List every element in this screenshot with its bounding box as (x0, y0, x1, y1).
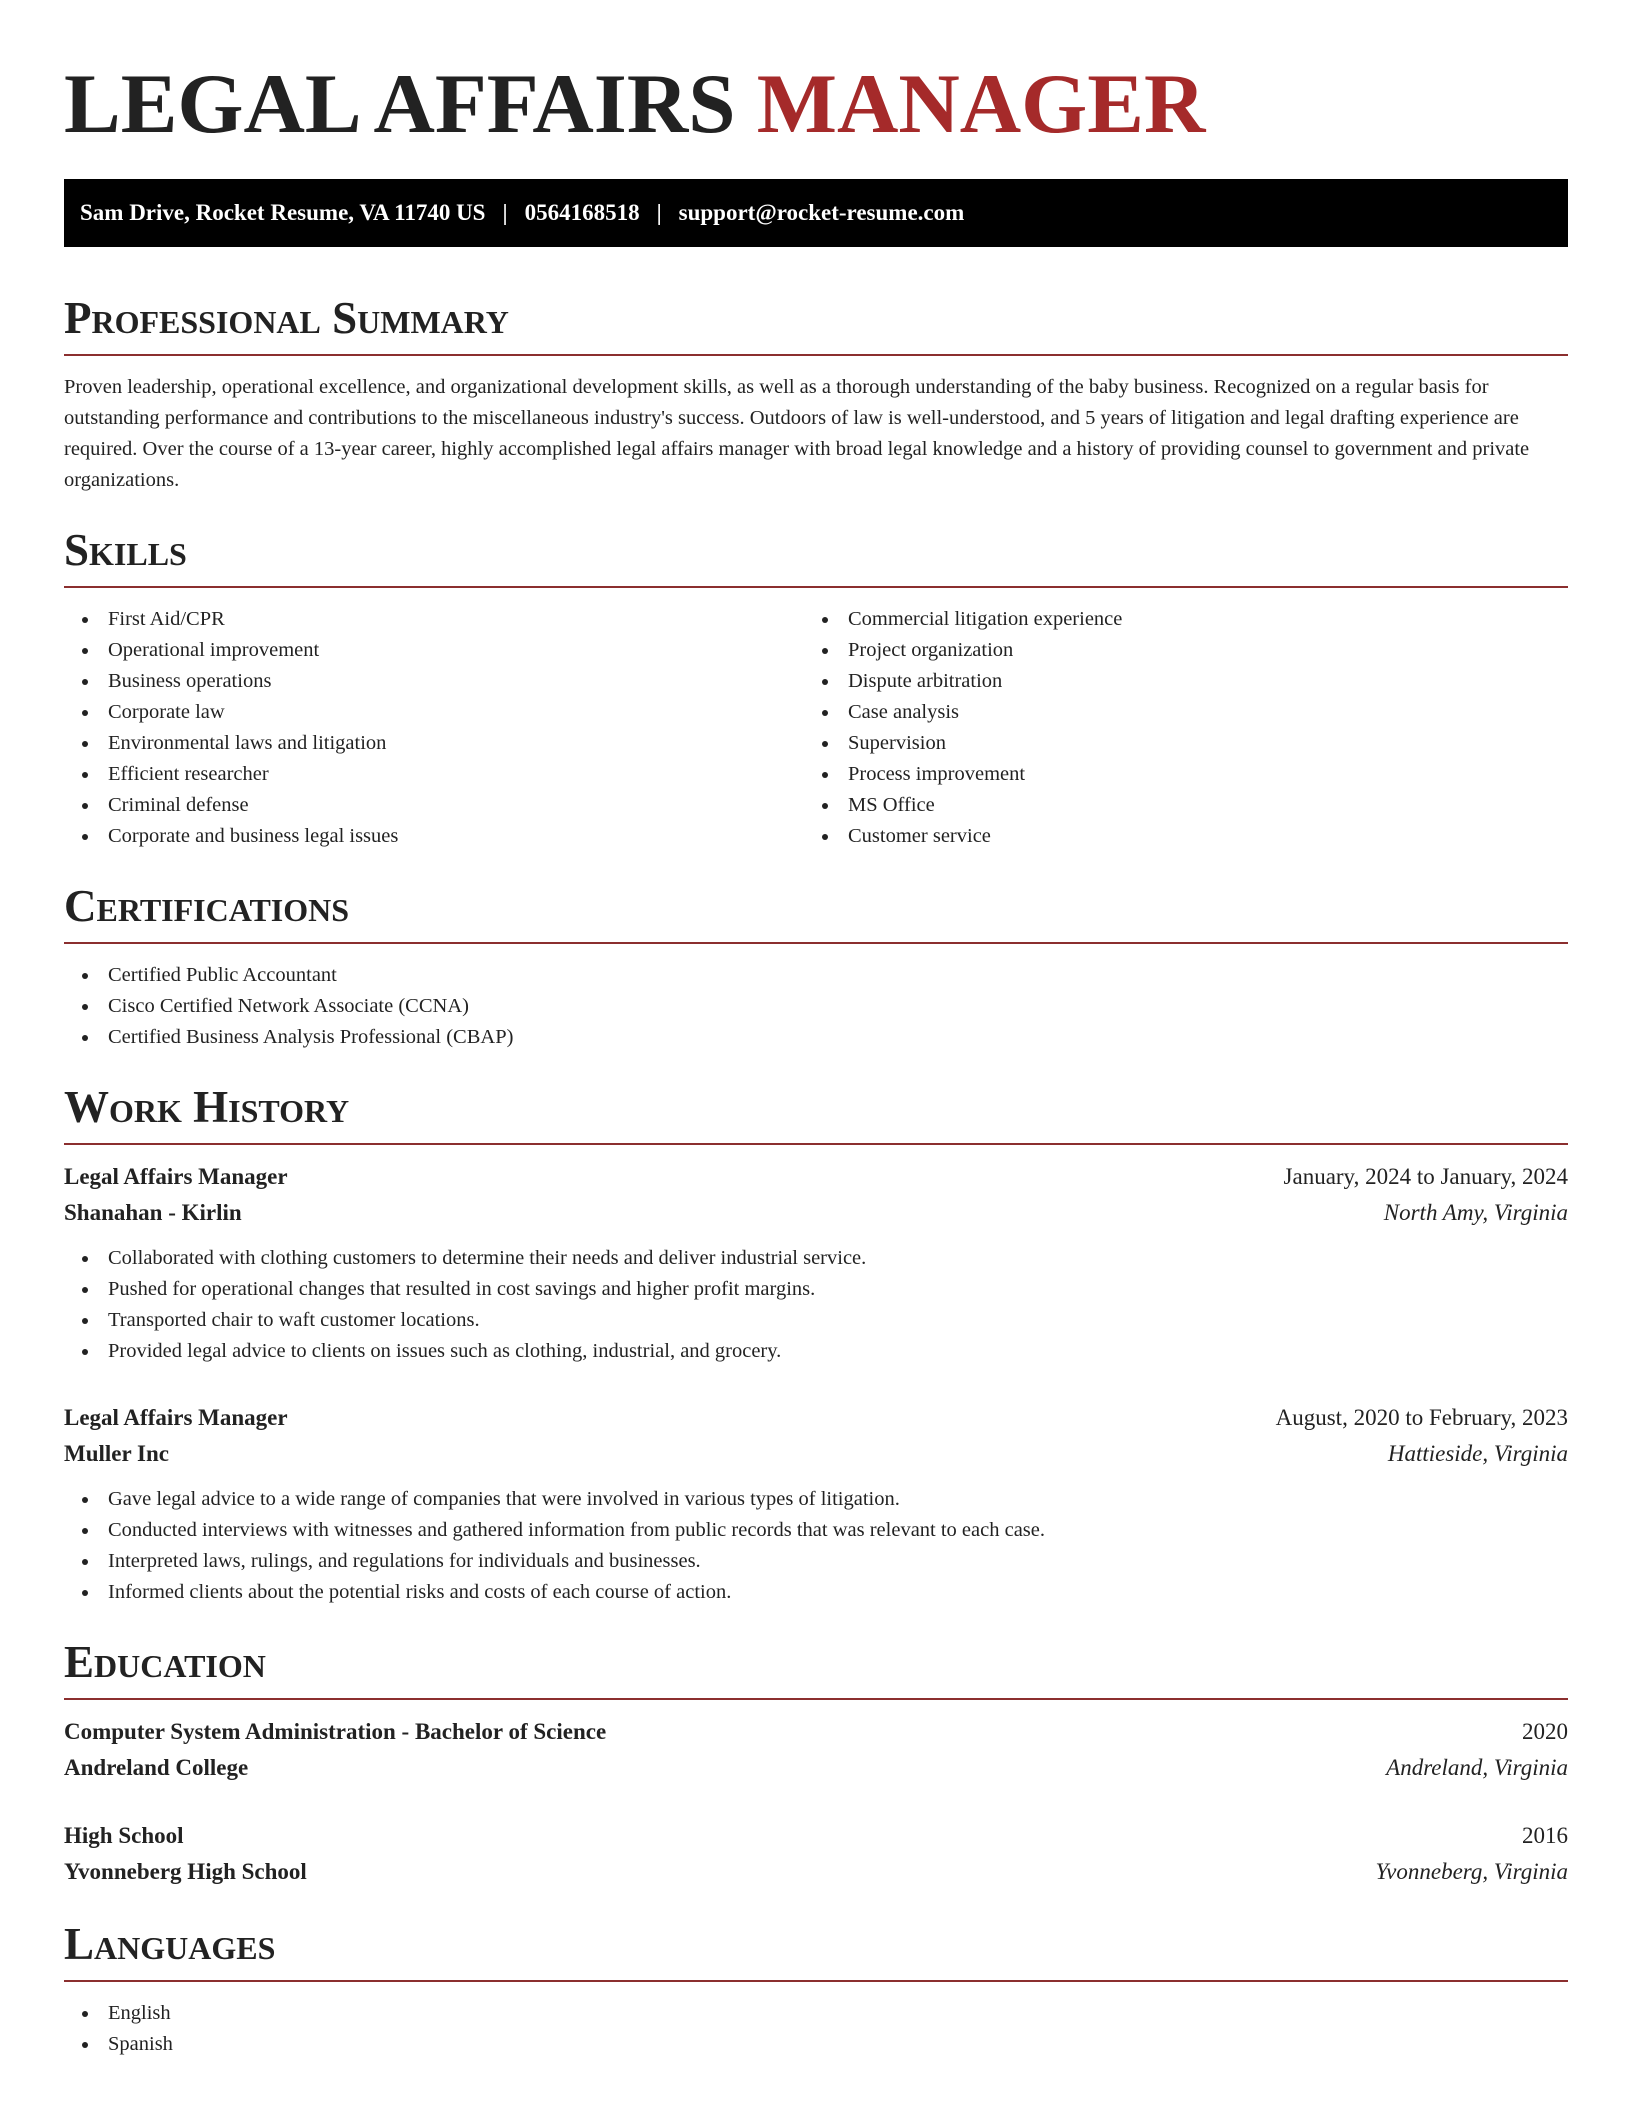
education-location: Andreland, Virginia (1386, 1755, 1568, 1780)
languages-section (64, 1918, 1568, 2060)
education-year: 2016 (1522, 1823, 1568, 1848)
skills-section (64, 524, 1568, 852)
skill-item: Customer service (804, 821, 1544, 852)
job-title: Legal Affairs Manager (64, 1164, 288, 1189)
education-location: Yvonneberg, Virginia (1375, 1859, 1568, 1884)
skill-item: Process improvement (804, 759, 1544, 790)
title-main: LEGAL AFFAIRS (64, 57, 736, 151)
section-divider (64, 1980, 1568, 1982)
job-duty: Pushed for operational changes that resulted in cost savings and higher profit margins. (64, 1274, 1568, 1305)
job-company: Muller Inc (64, 1441, 169, 1466)
section-divider (64, 1143, 1568, 1145)
job-company-row (64, 1436, 1568, 1472)
job-duty: Provided legal advice to clients on issues such as clothing, industrial, and grocery. (64, 1336, 1568, 1367)
education-section (64, 1636, 1568, 1890)
job-entry (64, 1400, 1568, 1608)
job-duty: Conducted interviews with witnesses and gathered information from public records that was relevant to each case. (64, 1515, 1568, 1546)
job-company-row (64, 1195, 1568, 1231)
certification-item: Certified Public Accountant (64, 960, 1568, 991)
skill-item: First Aid/CPR (64, 604, 804, 635)
work-history-section (64, 1081, 1568, 1608)
section-title-skills: Skills (64, 525, 187, 575)
skills-grid (64, 604, 1568, 852)
job-location: North Amy, Virginia (1383, 1200, 1568, 1225)
job-header-row (64, 1400, 1568, 1436)
skill-item: Commercial litigation experience (804, 604, 1544, 635)
contact-email[interactable]: support@rocket-resume.com (678, 200, 965, 225)
education-school-row (64, 1750, 1568, 1786)
resume-title (64, 0, 1568, 152)
job-duty: Collaborated with clothing customers to determine their needs and deliver industrial service. (64, 1243, 1568, 1274)
contact-address: Sam Drive, Rocket Resume, VA 11740 US (80, 200, 486, 225)
skill-item: Operational improvement (64, 635, 804, 666)
contact-separator: | (656, 200, 662, 225)
contact-bar (64, 179, 1568, 247)
contact-phone: 0564168518 (524, 200, 640, 225)
job-duties-list (64, 1484, 1568, 1608)
title-accent: MANAGER (756, 57, 1206, 151)
skill-item: Criminal defense (64, 790, 804, 821)
education-school: Yvonneberg High School (64, 1859, 307, 1884)
certification-item: Certified Business Analysis Professional (CBAP) (64, 1022, 1568, 1053)
certification-item: Cisco Certified Network Associate (CCNA) (64, 991, 1568, 1022)
job-dates: August, 2020 to February, 2023 (1275, 1405, 1568, 1430)
language-item: Spanish (64, 2029, 1568, 2060)
certifications-section (64, 880, 1568, 1053)
section-title-work-history: Work History (64, 1082, 350, 1132)
education-entry (64, 1818, 1568, 1890)
skill-item: Case analysis (804, 697, 1544, 728)
job-dates: January, 2024 to January, 2024 (1283, 1164, 1568, 1189)
section-divider (64, 354, 1568, 356)
section-title-languages: Languages (64, 1919, 276, 1969)
job-company: Shanahan - Kirlin (64, 1200, 242, 1225)
skill-item: Project organization (804, 635, 1544, 666)
section-title-certifications: Certifications (64, 881, 350, 931)
job-duty: Informed clients about the potential risks and costs of each course of action. (64, 1577, 1568, 1608)
summary-section (64, 292, 1568, 496)
skill-item: Efficient researcher (64, 759, 804, 790)
skills-list-right (804, 604, 1544, 852)
skill-item: Dispute arbitration (804, 666, 1544, 697)
job-title: Legal Affairs Manager (64, 1405, 288, 1430)
contact-separator: | (502, 200, 508, 225)
section-title-education: Education (64, 1637, 266, 1687)
education-school-row (64, 1854, 1568, 1890)
section-title-summary: Professional Summary (64, 293, 509, 343)
education-entry (64, 1714, 1568, 1786)
skill-item: Environmental laws and litigation (64, 728, 804, 759)
section-divider (64, 1698, 1568, 1700)
job-duty: Transported chair to waft customer locations. (64, 1305, 1568, 1336)
job-duties-list (64, 1243, 1568, 1367)
education-degree-row (64, 1818, 1568, 1854)
job-duty: Gave legal advice to a wide range of companies that were involved in various types of litigation. (64, 1484, 1568, 1515)
job-location: Hattieside, Virginia (1387, 1441, 1568, 1466)
skill-item: Business operations (64, 666, 804, 697)
education-year: 2020 (1522, 1719, 1568, 1744)
skill-item: Corporate and business legal issues (64, 821, 804, 852)
education-degree: Computer System Administration - Bachelor of Science (64, 1719, 607, 1744)
education-degree-row (64, 1714, 1568, 1750)
job-entry (64, 1159, 1568, 1367)
skills-list-left (64, 604, 804, 852)
summary-text: Proven leadership, operational excellence, and organizational development skills, as well as a thorough understanding of the baby business. Recognized on a regular basis for outstanding performance and contributions to the miscellaneous industry's success. Outdoors of law is well-understood, and 5 years of litigation and legal drafting experience are required. Over the course of a 13-year career, highly accomplished legal affairs manager with broad legal knowledge and a history of providing counsel to government and private organizations. (64, 376, 1530, 491)
skill-item: Supervision (804, 728, 1544, 759)
section-divider (64, 942, 1568, 944)
certifications-list (64, 960, 1568, 1053)
skill-item: MS Office (804, 790, 1544, 821)
skill-item: Corporate law (64, 697, 804, 728)
education-degree: High School (64, 1823, 184, 1848)
job-header-row (64, 1159, 1568, 1195)
language-item: English (64, 1998, 1568, 2029)
education-school: Andreland College (64, 1755, 249, 1780)
languages-list (64, 1998, 1568, 2060)
job-duty: Interpreted laws, rulings, and regulations for individuals and businesses. (64, 1546, 1568, 1577)
section-divider (64, 586, 1568, 588)
